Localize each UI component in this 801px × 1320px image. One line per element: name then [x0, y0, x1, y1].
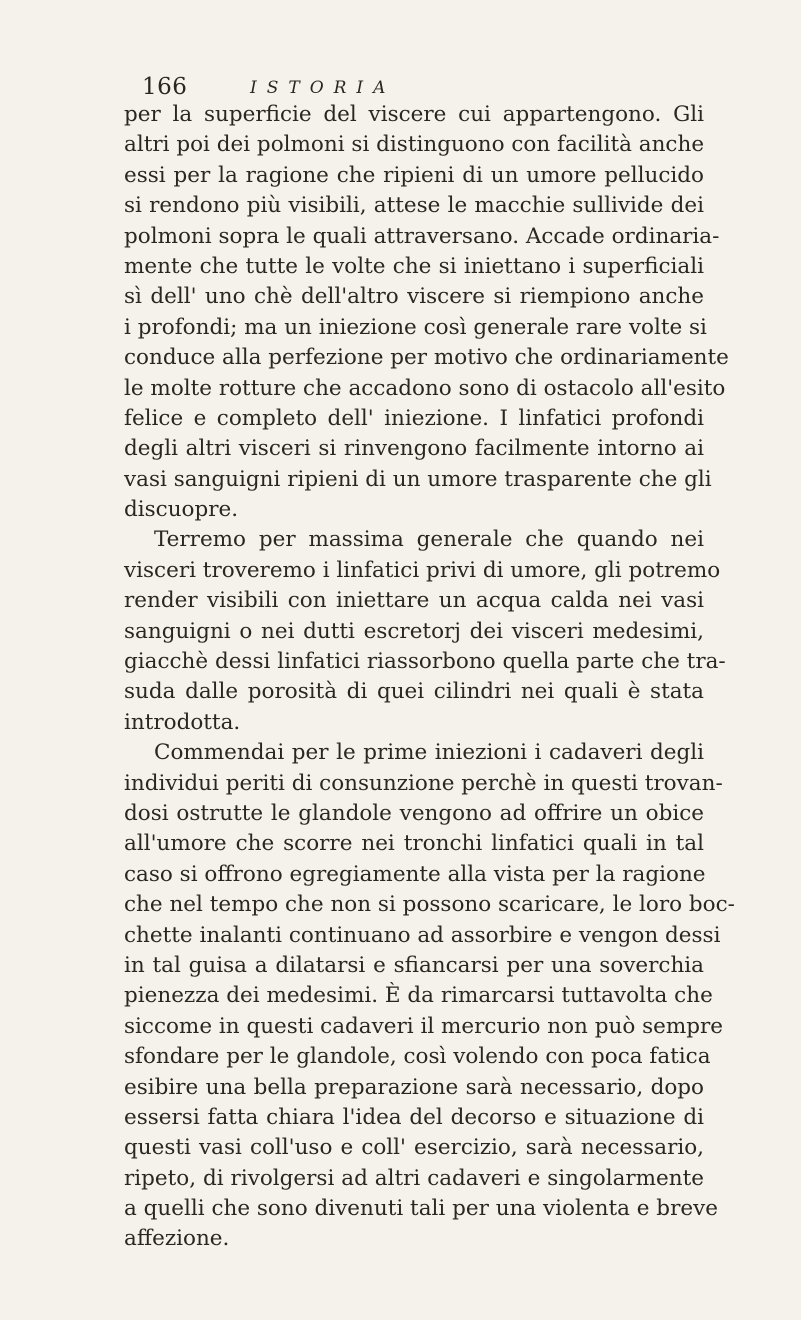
text-line: si rendono più visibili, attese le macchie sullivide dei	[124, 193, 704, 219]
text-line: esibire una bella preparazione sarà necessario, dopo	[124, 1074, 704, 1100]
text-line: altri poi dei polmoni si distinguono con facilità anche	[124, 132, 705, 158]
text-line: Terremo per massima generale che quando nei	[154, 527, 704, 553]
text-line: chette inalanti continuano ad assorbire e vengon dessi	[124, 922, 721, 948]
text-line: felice e completo dell' iniezione. I linfatici profondi	[124, 405, 704, 431]
text-line: suda dalle porosità di quei cilindri nei quali è stata	[124, 679, 704, 705]
text-line: sì dell' uno chè dell'altro viscere si riempiono anche	[124, 284, 704, 310]
body-text	[124, 100, 735, 1255]
text-line: essersi fatta chiara l'idea del decorso e situazione di	[124, 1104, 704, 1130]
text-line: visceri troveremo i linfatici privi di umore, gli potremo	[124, 557, 721, 583]
paragraph	[124, 100, 729, 525]
text-line: per la superficie del viscere cui appartengono. Gli	[124, 102, 704, 127]
text-line: vasi sanguigni ripieni di un umore trasparente che gli	[124, 466, 712, 492]
text-line: mente che tutte le volte che si iniettano i superficiali	[124, 253, 704, 279]
text-line: introdotta.	[124, 709, 241, 735]
text-line: polmoni sopra le quali attraversano. Accade ordinaria-	[124, 223, 720, 249]
text-line: dosi ostrutte le glandole vengono ad offrire un obice	[124, 800, 704, 826]
text-line: giacchè dessi linfatici riassorbono quella parte che tra-	[124, 649, 726, 675]
text-line: ripeto, di rivolgersi ad altri cadaveri e singolarmente	[124, 1165, 704, 1191]
text-line: le molte rotture che accadono sono di ostacolo all'esito	[124, 375, 726, 401]
text-line: caso si offrono egregiamente alla vista per la ragione	[124, 861, 706, 887]
paragraph	[124, 738, 735, 1255]
text-line: questi vasi coll'uso e coll' esercizio, sarà necessario,	[124, 1135, 704, 1161]
text-line: discuopre.	[124, 497, 239, 523]
text-line: render visibili con iniettare un acqua calda nei vasi	[124, 588, 704, 614]
running-title: ISTORIA	[250, 78, 396, 98]
text-line: siccome in questi cadaveri il mercurio non può sempre	[124, 1013, 724, 1039]
text-line: affezione.	[124, 1226, 230, 1252]
text-line: degli altri visceri si rinvengono facilmente intorno ai	[124, 436, 704, 462]
text-line: pienezza dei medesimi. È da rimarcarsi tuttavolta che	[124, 983, 713, 1009]
text-line: conduce alla perfezione per motivo che ordinariamente	[124, 345, 729, 371]
text-line: in tal guisa a dilatarsi e sfiancarsi per una soverchia	[124, 952, 704, 978]
text-line: i profondi; ma un iniezione così generale rare volte si	[124, 314, 707, 340]
text-line: essi per la ragione che ripieni di un umore pellucido	[124, 162, 704, 188]
text-line: all'umore che scorre nei tronchi linfatici quali in tal	[124, 831, 704, 857]
text-line: che nel tempo che non si possono scaricare, le loro boc-	[124, 892, 735, 918]
text-line: sfondare per le glandole, così volendo con poca fatica	[124, 1044, 711, 1070]
page-number: 166	[142, 74, 188, 100]
text-line: Commendai per le prime iniezioni i cadaveri degli	[154, 740, 704, 766]
text-line: sanguigni o nei dutti escretorj dei visceri medesimi,	[124, 618, 704, 644]
text-line: a quelli che sono divenuti tali per una violenta e breve	[124, 1196, 718, 1222]
text-line: individui periti di consunzione perchè in questi trovan-	[124, 770, 723, 796]
paragraph	[124, 525, 726, 738]
